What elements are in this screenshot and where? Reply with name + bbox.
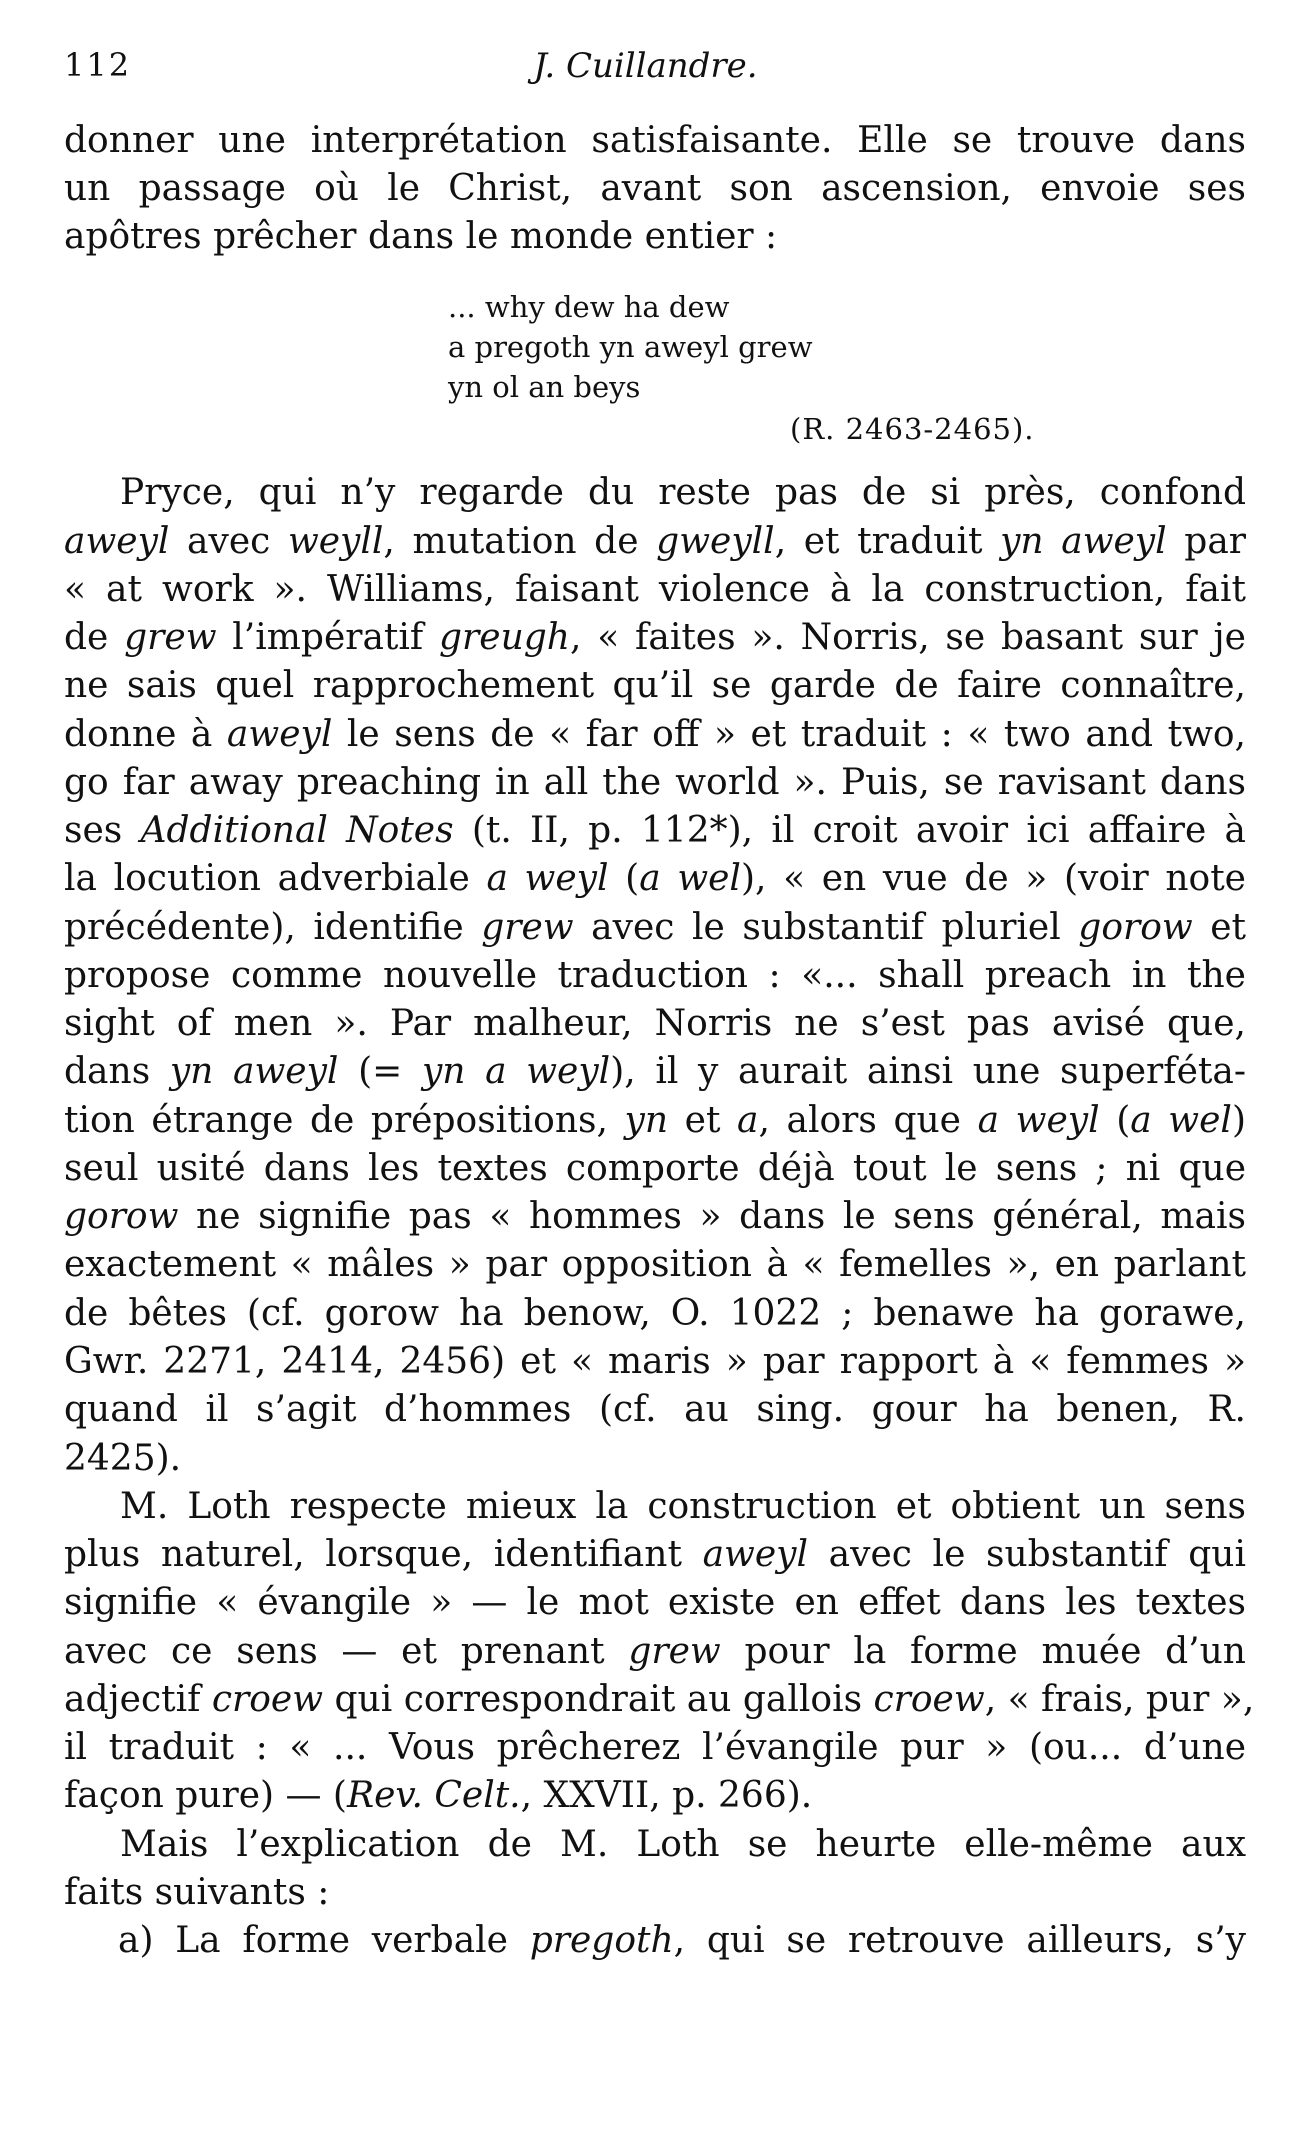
text-line: quand il s’agit d’hommes (cf. au sing. gour ha benen, R. (64, 1389, 1246, 1430)
verse-line: yn ol an beys (448, 370, 641, 404)
text-line: seul usité dans les textes comporte déjà tout le sens ; ni que (64, 1148, 1246, 1189)
italic-term: gorow (1078, 907, 1193, 948)
italic-term: gweyll (656, 521, 775, 562)
text-line: sight of men ». Par malheur, Norris ne s’est pas avisé que, (64, 1003, 1246, 1044)
text-run: (= (338, 1051, 422, 1092)
text-line: Pryce, qui n’y regarde du reste pas de si près, confond (120, 472, 1246, 513)
text-run: avec le substantif pluriel (573, 907, 1079, 948)
text-line (64, 1098, 1246, 1144)
italic-term: a weyl (486, 858, 609, 899)
text-line: signifie « évangile » — le mot existe en effet dans les textes (64, 1582, 1246, 1623)
text-run: , alors que (758, 1100, 978, 1141)
text-line (118, 1918, 1246, 1964)
text-run: ses (64, 810, 141, 851)
text-run: a) La forme verbale (118, 1920, 530, 1961)
text-line: propose comme nouvelle traduction : «... shall preach in the (64, 955, 1246, 996)
italic-term: aweyl (226, 714, 333, 755)
verse-line: a pregoth yn aweyl grew (448, 330, 813, 364)
text-line (64, 519, 1246, 565)
text-line (64, 1677, 1255, 1723)
text-run: ( (1099, 1100, 1131, 1141)
text-line: faits suivants : (64, 1872, 330, 1913)
text-line: Gwr. 2271, 2414, 2456) et « maris » par rapport à « femmes » (64, 1341, 1246, 1382)
text-line: Mais l’explication de M. Loth se heurte elle-même aux (120, 1824, 1246, 1865)
italic-term: a wel (1130, 1100, 1232, 1141)
italic-term: a weyl (977, 1100, 1100, 1141)
text-run: précédente), identifie (64, 907, 482, 948)
text-run: dans (64, 1051, 170, 1092)
text-line (64, 712, 1246, 758)
italic-term: weyll (287, 521, 384, 562)
text-run: ) (1231, 1100, 1246, 1141)
text-line (64, 808, 1246, 854)
running-head: J. Cuillandre. (533, 46, 758, 86)
text-line (64, 615, 1246, 661)
text-line: donner une interprétation satisfaisante. Elle se trouve dans (64, 120, 1246, 161)
text-run: qui correspondrait au gallois (323, 1679, 874, 1720)
text-line: exactement « mâles » par opposition à « femelles », en parlant (64, 1244, 1246, 1285)
text-run: , « faites ». Norris, se basant sur je (570, 617, 1246, 658)
text-run: pour la forme muée d’un (720, 1631, 1246, 1672)
text-line (64, 1532, 1246, 1578)
italic-term: croew (873, 1679, 985, 1720)
text-run: et (668, 1100, 738, 1141)
text-run: , mutation de (383, 521, 657, 562)
text-run: ( (608, 858, 640, 899)
text-line (64, 1629, 1246, 1675)
text-run: la locution adverbiale (64, 858, 487, 899)
text-run: plus naturel, lorsque, identifiant (64, 1534, 703, 1575)
italic-term: a wel (639, 858, 741, 899)
text-line: go far away preaching in all the world ». Puis, se ravisant dans (64, 762, 1246, 803)
text-line (64, 905, 1246, 951)
page-header (64, 46, 1227, 96)
italic-term: grew (481, 907, 574, 948)
italic-title: Rev. Celt. (346, 1775, 521, 1816)
text-run: avec (169, 521, 288, 562)
italic-term: aweyl (64, 521, 170, 562)
text-line: 2425). (64, 1438, 182, 1479)
italic-term: yn (624, 1100, 669, 1141)
text-line: M. Loth respecte mieux la construction et obtient un sens (120, 1486, 1246, 1527)
text-run: , et traduit (774, 521, 1001, 562)
text-line: de bêtes (cf. gorow ha benow, O. 1022 ; benawe ha gorawe, (64, 1293, 1246, 1334)
text-line: apôtres prêcher dans le monde entier : (64, 216, 778, 257)
text-run: avec le substantif qui (808, 1534, 1246, 1575)
text-line (64, 1773, 1246, 1819)
italic-title: Additional Notes (140, 810, 454, 851)
text-run: donne à (64, 714, 227, 755)
text-run: de (64, 617, 125, 658)
italic-term: yn aweyl (169, 1051, 339, 1092)
italic-term: yn aweyl (1000, 521, 1167, 562)
text-run: ne signifie pas « hommes » dans le sens général, mais (178, 1196, 1246, 1237)
italic-term: grew (628, 1631, 721, 1672)
text-line (64, 1049, 1246, 1095)
italic-term: a (737, 1100, 759, 1141)
text-run: avec ce sens — et prenant (64, 1631, 629, 1672)
verse-reference: (R. 2463-2465). (790, 412, 1035, 446)
text-run: (t. II, p. 112*), il croit avoir ici affaire à (453, 810, 1246, 851)
text-run: ), « en vue de » (voir note (740, 858, 1246, 899)
text-run: , qui se retrouve ailleurs, s’y (673, 1920, 1246, 1961)
text-run: , XXVII, p. 266). (520, 1775, 813, 1816)
text-run: ), il y aurait ainsi une superféta- (610, 1051, 1246, 1092)
text-line (64, 1194, 1246, 1240)
italic-term: grew (124, 617, 217, 658)
text-run: façon pure) — ( (64, 1775, 347, 1816)
text-run: l’impératif (216, 617, 440, 658)
text-run: par (1166, 521, 1247, 562)
text-line (64, 856, 1246, 902)
italic-term: pregoth (529, 1920, 674, 1961)
text-run: , « frais, pur », (984, 1679, 1255, 1720)
italic-term: croew (211, 1679, 324, 1720)
text-run: et (1192, 907, 1247, 948)
italic-term: aweyl (702, 1534, 808, 1575)
text-run: le sens de « far off » et traduit : « two and two, (332, 714, 1246, 755)
text-run: tion étrange de prépositions, (64, 1100, 625, 1141)
text-run: adjectif (64, 1679, 212, 1720)
italic-term: greugh (439, 617, 570, 658)
text-line: « at work ». Williams, faisant violence à la construction, fait (64, 569, 1246, 610)
verse-line: ... why dew ha dew (448, 290, 730, 324)
page-number: 112 (64, 46, 132, 84)
text-line: ne sais quel rapprochement qu’il se garde de faire connaître, (64, 665, 1246, 706)
italic-term: yn a weyl (421, 1051, 611, 1092)
text-line: il traduit : « ... Vous prêcherez l’évangile pur » (ou... d’une (64, 1727, 1246, 1768)
text-line: un passage où le Christ, avant son ascension, envoie ses (64, 168, 1246, 209)
italic-term: gorow (64, 1196, 179, 1237)
